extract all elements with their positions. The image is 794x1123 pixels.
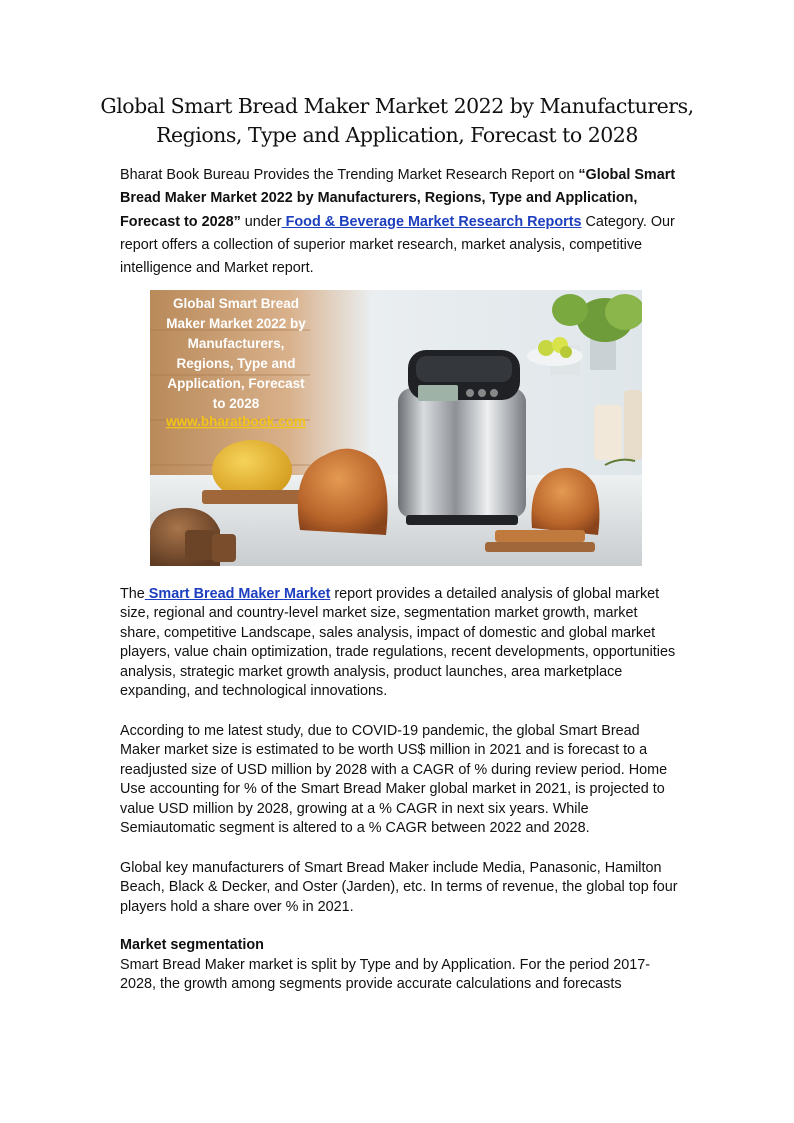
overlay-line-6: to 2028 (212, 396, 260, 411)
bread-maker-illustration (150, 290, 642, 566)
market-segmentation-heading: Market segmentation (120, 937, 264, 953)
title-line-2: Regions, Type and Application, Forecast to 2028 (156, 123, 638, 147)
overlay-line-3: Manufacturers, (187, 336, 285, 351)
intro-text-1: Bharat Book Bureau Provides the Trending Market Research Report on (120, 167, 579, 183)
manufacturers-paragraph: Global key manufacturers of Smart Bread Maker include Media, Panasonic, Hamilton Beach, Black & Decker, and Oster (Jarden), etc. In terms of revenue, the global top four players hold a share over % in 2021. (120, 860, 678, 915)
intro-report-name: “Global Smart Bread Maker Market 2022 by Manufacturers, Regions, Type and Application, Forecast to 2028” (120, 167, 676, 230)
segmentation-paragraph: Smart Bread Maker market is split by Type and by Application. For the period 2017-2028, the growth among segments provide accurate calculations and forecasts (120, 957, 651, 993)
title-line-1: Global Smart Bread Maker Market 2022 by Manufacturers, (100, 94, 694, 118)
para1-lead: The (120, 586, 145, 602)
food-beverage-reports-link[interactable]: Food & Beverage Market Research Reports (281, 213, 582, 230)
overlay-url: www.bharatbook.com (166, 414, 306, 429)
overlay-line-1: Global Smart Bread (172, 296, 300, 311)
para1-rest: report provides a detailed analysis of global market size, regional and country-level market size, segmentation market growth, market share, competitive Landscape, sales analysis, impact of domestic and global market players, value chain optimization, trade regulations, recent developments, opportunities analysis, strategic market growth analysis, product launches, area marketplace expanding, and technological innovations. (120, 586, 676, 700)
smart-bread-maker-market-link[interactable]: Smart Bread Maker Market (144, 586, 331, 602)
study-paragraph: According to me latest study, due to COVID-19 pandemic, the global Smart Bread Maker market size is estimated to be worth US$ million in 2021 and is forecast to a readjusted size of USD million by 2028 with a CAGR of % during review period. Home Use accounting for % of the Smart Bread Maker global market in 2021, is projected to value USD million by 2028, growing at a % CAGR in next six years. While Semiautomatic segment is altered to a % CAGR between 2022 and 2028. (120, 723, 668, 837)
page-title (60, 92, 734, 150)
intro-text-2: under (240, 213, 282, 230)
hero-image (150, 290, 642, 566)
bread-maker-machine (398, 350, 526, 525)
overlay-line-2: Maker Market 2022 by (166, 316, 306, 331)
report-description-paragraph (120, 585, 680, 701)
intro-text-3: Category. Our report offers a collection of superior market research, market analysis, competitive intelligence and Market report. (120, 213, 675, 277)
intro-paragraph (120, 164, 680, 280)
overlay-line-4: Regions, Type and (176, 356, 296, 371)
overlay-line-5: Application, Forecast (167, 376, 305, 391)
